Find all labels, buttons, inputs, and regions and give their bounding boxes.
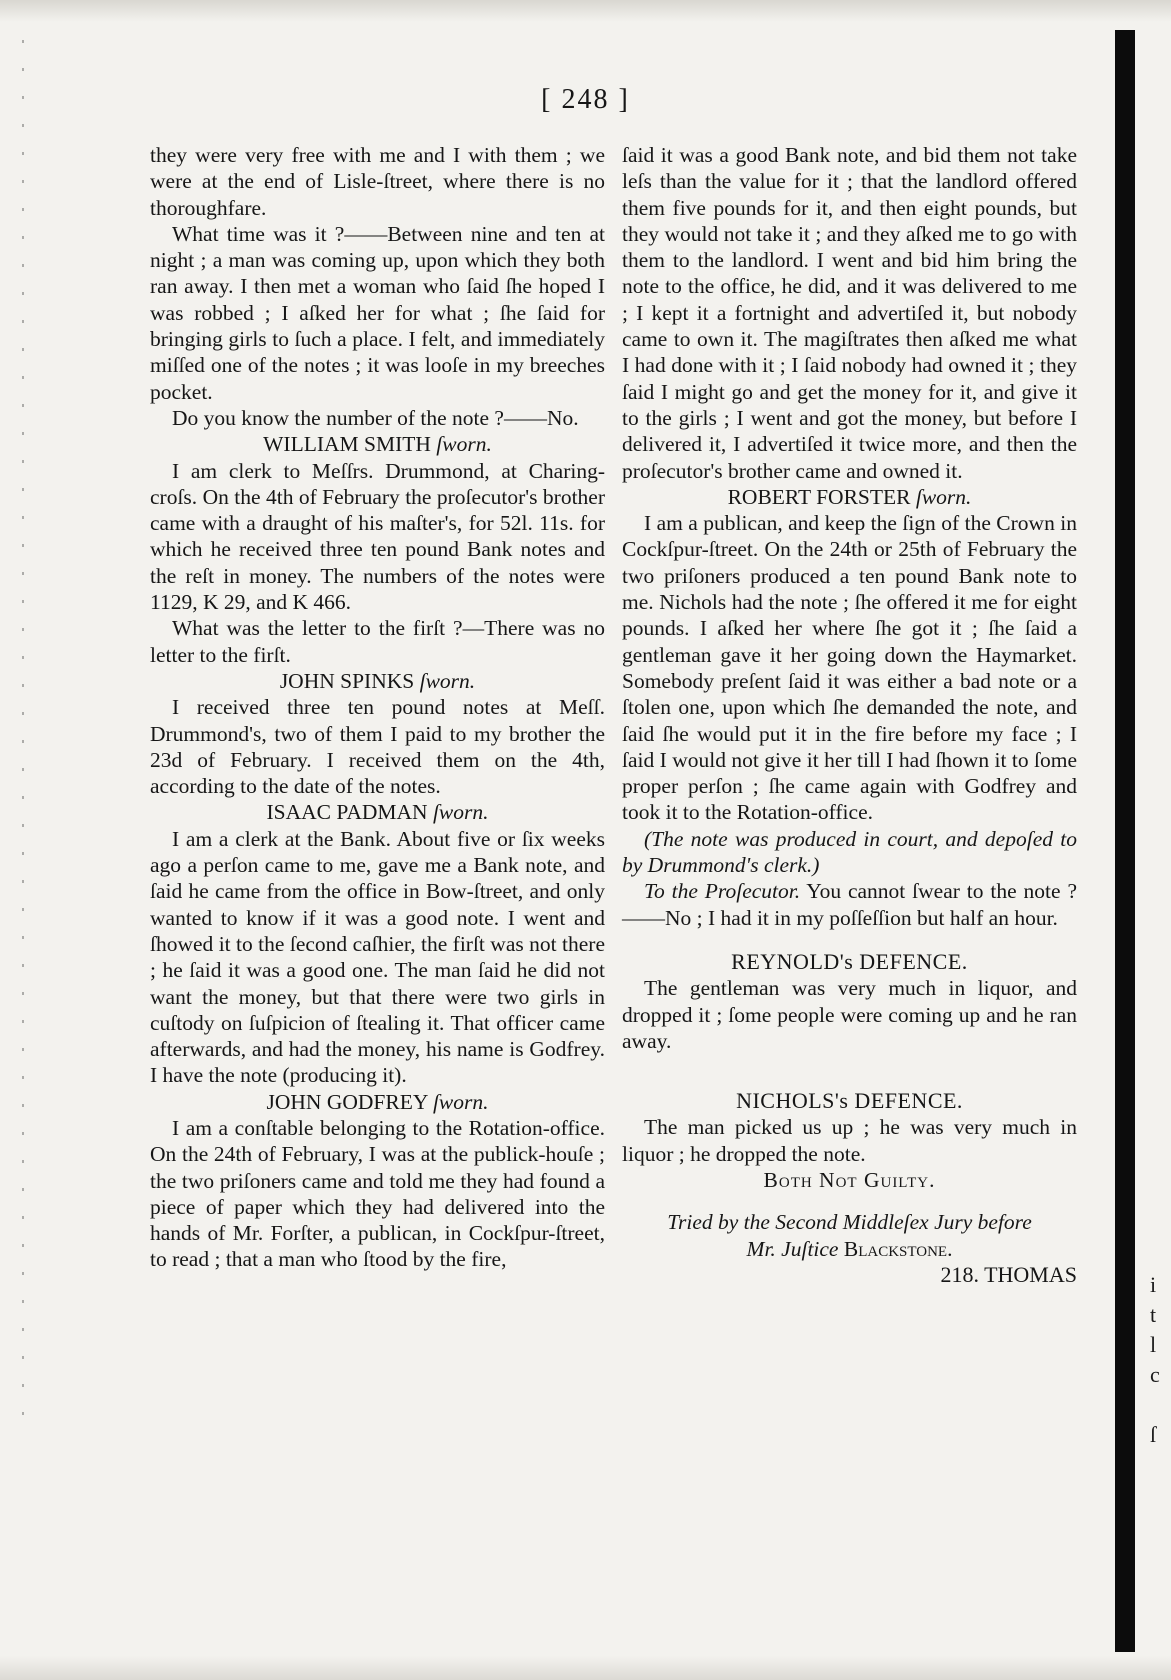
- paragraph: [622, 975, 1077, 1054]
- paragraph-text: What time was it ?——Between nine and ten at night ; a man was coming up, upon which they both ran away. I then met a woman who ſaid ſhe hoped I was robbed ; I aſked her for what ; ſhe ſaid for bringing girls to ſuch a place. I felt, and immediately miſſed one of the notes ; it was looſe in my breeches pocket.: [150, 221, 605, 404]
- edge-char: i: [1150, 1272, 1157, 1297]
- court-note-text: (The note was produced in court, and depoſed to by Drummond's clerk.): [622, 826, 1077, 878]
- paragraph-text: ſaid it was a good Bank note, and bid them not take leſs than the value for it ; that the landlord offered them five pounds for it, and then eight pounds, but they would not take it ; and they aſked me to go with them to the landlord. I went and bid him bring the note to the office, he did, and it was delivered to me ; I kept it a fortnight and advertiſed it, but nobody came to own it. The magiſtrates then aſked me what I had done with it ; I ſaid nobody had owned it ; they ſaid I might go and get the money for it, and give it to the girls ; I went and got the money, but before I delivered it, I advertiſed it twice more, and then the proſecutor's brother came and owned it.: [622, 143, 1077, 483]
- edge-char: c: [1150, 1362, 1160, 1387]
- defence-heading-text: NICHOLS's DEFENCE.: [736, 1088, 963, 1114]
- witness-heading: [150, 1089, 605, 1115]
- right-text-column: [622, 142, 1077, 1288]
- defence-heading: [622, 949, 1077, 975]
- sworn-label: ſworn.: [915, 484, 972, 509]
- paragraph: [150, 405, 605, 431]
- witness-name: JOHN SPINKS: [279, 668, 415, 693]
- paragraph-text: I am a publican, and keep the ſign of the Crown in Cockſpur-ſtreet. On the 24th or 25th of February the two priſoners produced a ten pound Bank note to me. Nichols had the note ; ſhe offered it me for eight pounds. I aſked her where ſhe got it ; ſhe ſaid a gentleman gave it her going down the Haymarket. Somebody preſent ſaid it was either a bad note or a ſtolen one, upon which ſhe demanded the note, and ſaid ſhe would put it in the fire before my face ; I ſaid I would not give it her till I had ſhown it to ſome proper perſon ; ſhe came again with Godfrey and took it to the Rotation-office.: [622, 511, 1077, 825]
- edge-char: l: [1150, 1332, 1157, 1357]
- paragraph-text: I am clerk to Meſſrs. Drummond, at Charing-croſs. On the 4th of February the proſecutor's brother came with a draught of his maſter's, for 52l. 11s. for which he received three ten pound Bank notes and the reſt in money. The numbers of the notes were 1129, K 29, and K 466.: [150, 458, 605, 615]
- paragraph: [622, 142, 1077, 484]
- witness-name: ISAAC PADMAN: [266, 800, 428, 825]
- sworn-label: ſworn.: [432, 1089, 489, 1114]
- paragraph: [150, 694, 605, 799]
- judge-name: Blackstone.: [843, 1236, 953, 1261]
- scan-left-margin-marks: [22, 40, 24, 1440]
- addressee-label: To the Proſecutor.: [644, 879, 801, 904]
- scan-top-edge: [0, 0, 1171, 22]
- edge-char: ſ: [1150, 1422, 1157, 1447]
- witness-heading: [622, 484, 1077, 510]
- edge-char: [1150, 1390, 1171, 1420]
- sworn-label: ſworn.: [432, 800, 489, 825]
- paragraph-text: Do you know the number of the note ?——No.: [172, 405, 579, 430]
- trial-note: [622, 1209, 1077, 1235]
- paragraph-text: I am a clerk at the Bank. About five or ſix weeks ago a perſon came to me, gave me a Bank note, and ſaid he came from the office in Bow-ſtreet, and only wanted to know if it was a good note. I went and ſhowed it to the ſecond caſhier, the firſt was not there ; he ſaid it was a good one. The man ſaid he did not want the money, but that there were two girls in cuſtody on ſuſpicion of ſtealing it. That officer came afterwards, and had the money, his name is Godfrey. I have the note (producing it).: [150, 826, 605, 1088]
- scan-bottom-edge: [0, 1656, 1171, 1680]
- paragraph-text: I am a conſtable belonging to the Rotation-office. On the 24th of February, I was at the publick-houſe ; the two priſoners came and told me they had found a piece of paper which they had delivered into the hands of Mr. Forſter, a publican, in Cockſpur-ſtreet, to read ; that a man who ſtood by the fire,: [150, 1115, 605, 1272]
- paragraph: [622, 510, 1077, 826]
- verdict-text: Both Not Guilty.: [763, 1167, 936, 1192]
- paragraph: [622, 1114, 1077, 1167]
- paragraph: [150, 221, 605, 405]
- judge-line: [622, 1236, 1077, 1262]
- paragraph-text: The gentleman was very much in liquor, and dropped it ; ſome people were coming up and he ran away.: [622, 976, 1077, 1053]
- left-text-column: [150, 142, 605, 1273]
- paragraph-text: they were very free with me and I with them ; we were at the end of Lisle-ſtreet, where there is no thoroughfare.: [150, 143, 605, 220]
- question-to-prosecutor: [622, 878, 1077, 931]
- witness-heading: [150, 668, 605, 694]
- defence-heading-text: REYNOLD's DEFENCE.: [731, 948, 968, 974]
- verdict: [622, 1167, 1077, 1193]
- witness-name: ROBERT FORSTER: [727, 484, 911, 509]
- witness-name: WILLIAM SMITH: [263, 432, 431, 457]
- edge-char: t: [1150, 1302, 1157, 1327]
- sworn-label: ſworn.: [419, 668, 476, 693]
- paragraph-text: What was the letter to the firſt ?—There was no letter to the firſt.: [150, 616, 605, 667]
- sworn-label: ſworn.: [436, 432, 492, 457]
- paragraph-text: You cannot ſwear to the note ?——No ; I had it in my poſſeſſion but half an hour.: [622, 879, 1078, 930]
- court-note: [622, 826, 1077, 879]
- paragraph: [150, 826, 605, 1089]
- defence-heading: [622, 1088, 1077, 1114]
- paragraph: [150, 1115, 605, 1273]
- witness-heading: [150, 799, 605, 825]
- catchword-text: 218. THOMAS: [940, 1261, 1077, 1287]
- catchword: [622, 1262, 1077, 1288]
- witness-heading: [150, 431, 605, 457]
- witness-name: JOHN GODFREY: [266, 1089, 428, 1114]
- paragraph: [150, 142, 605, 221]
- page-number: [ 248 ]: [541, 84, 630, 115]
- paragraph: [150, 615, 605, 668]
- paragraph-text: The man picked us up ; he was very much in liquor ; he dropped the note.: [622, 1115, 1077, 1166]
- judge-title: Mr. Juſtice: [746, 1236, 844, 1261]
- paragraph-text: I received three ten pound notes at Meſſ. Drummond's, two of them I paid to my brother the 23d of February. I received them on the 4th, according to the date of the notes.: [150, 695, 605, 799]
- paragraph: [150, 458, 605, 616]
- trial-note-text: Tried by the Second Middleſex Jury before: [667, 1210, 1032, 1235]
- book-binding-shadow: [1115, 30, 1135, 1652]
- adjacent-page-fragment: [1150, 1270, 1171, 1450]
